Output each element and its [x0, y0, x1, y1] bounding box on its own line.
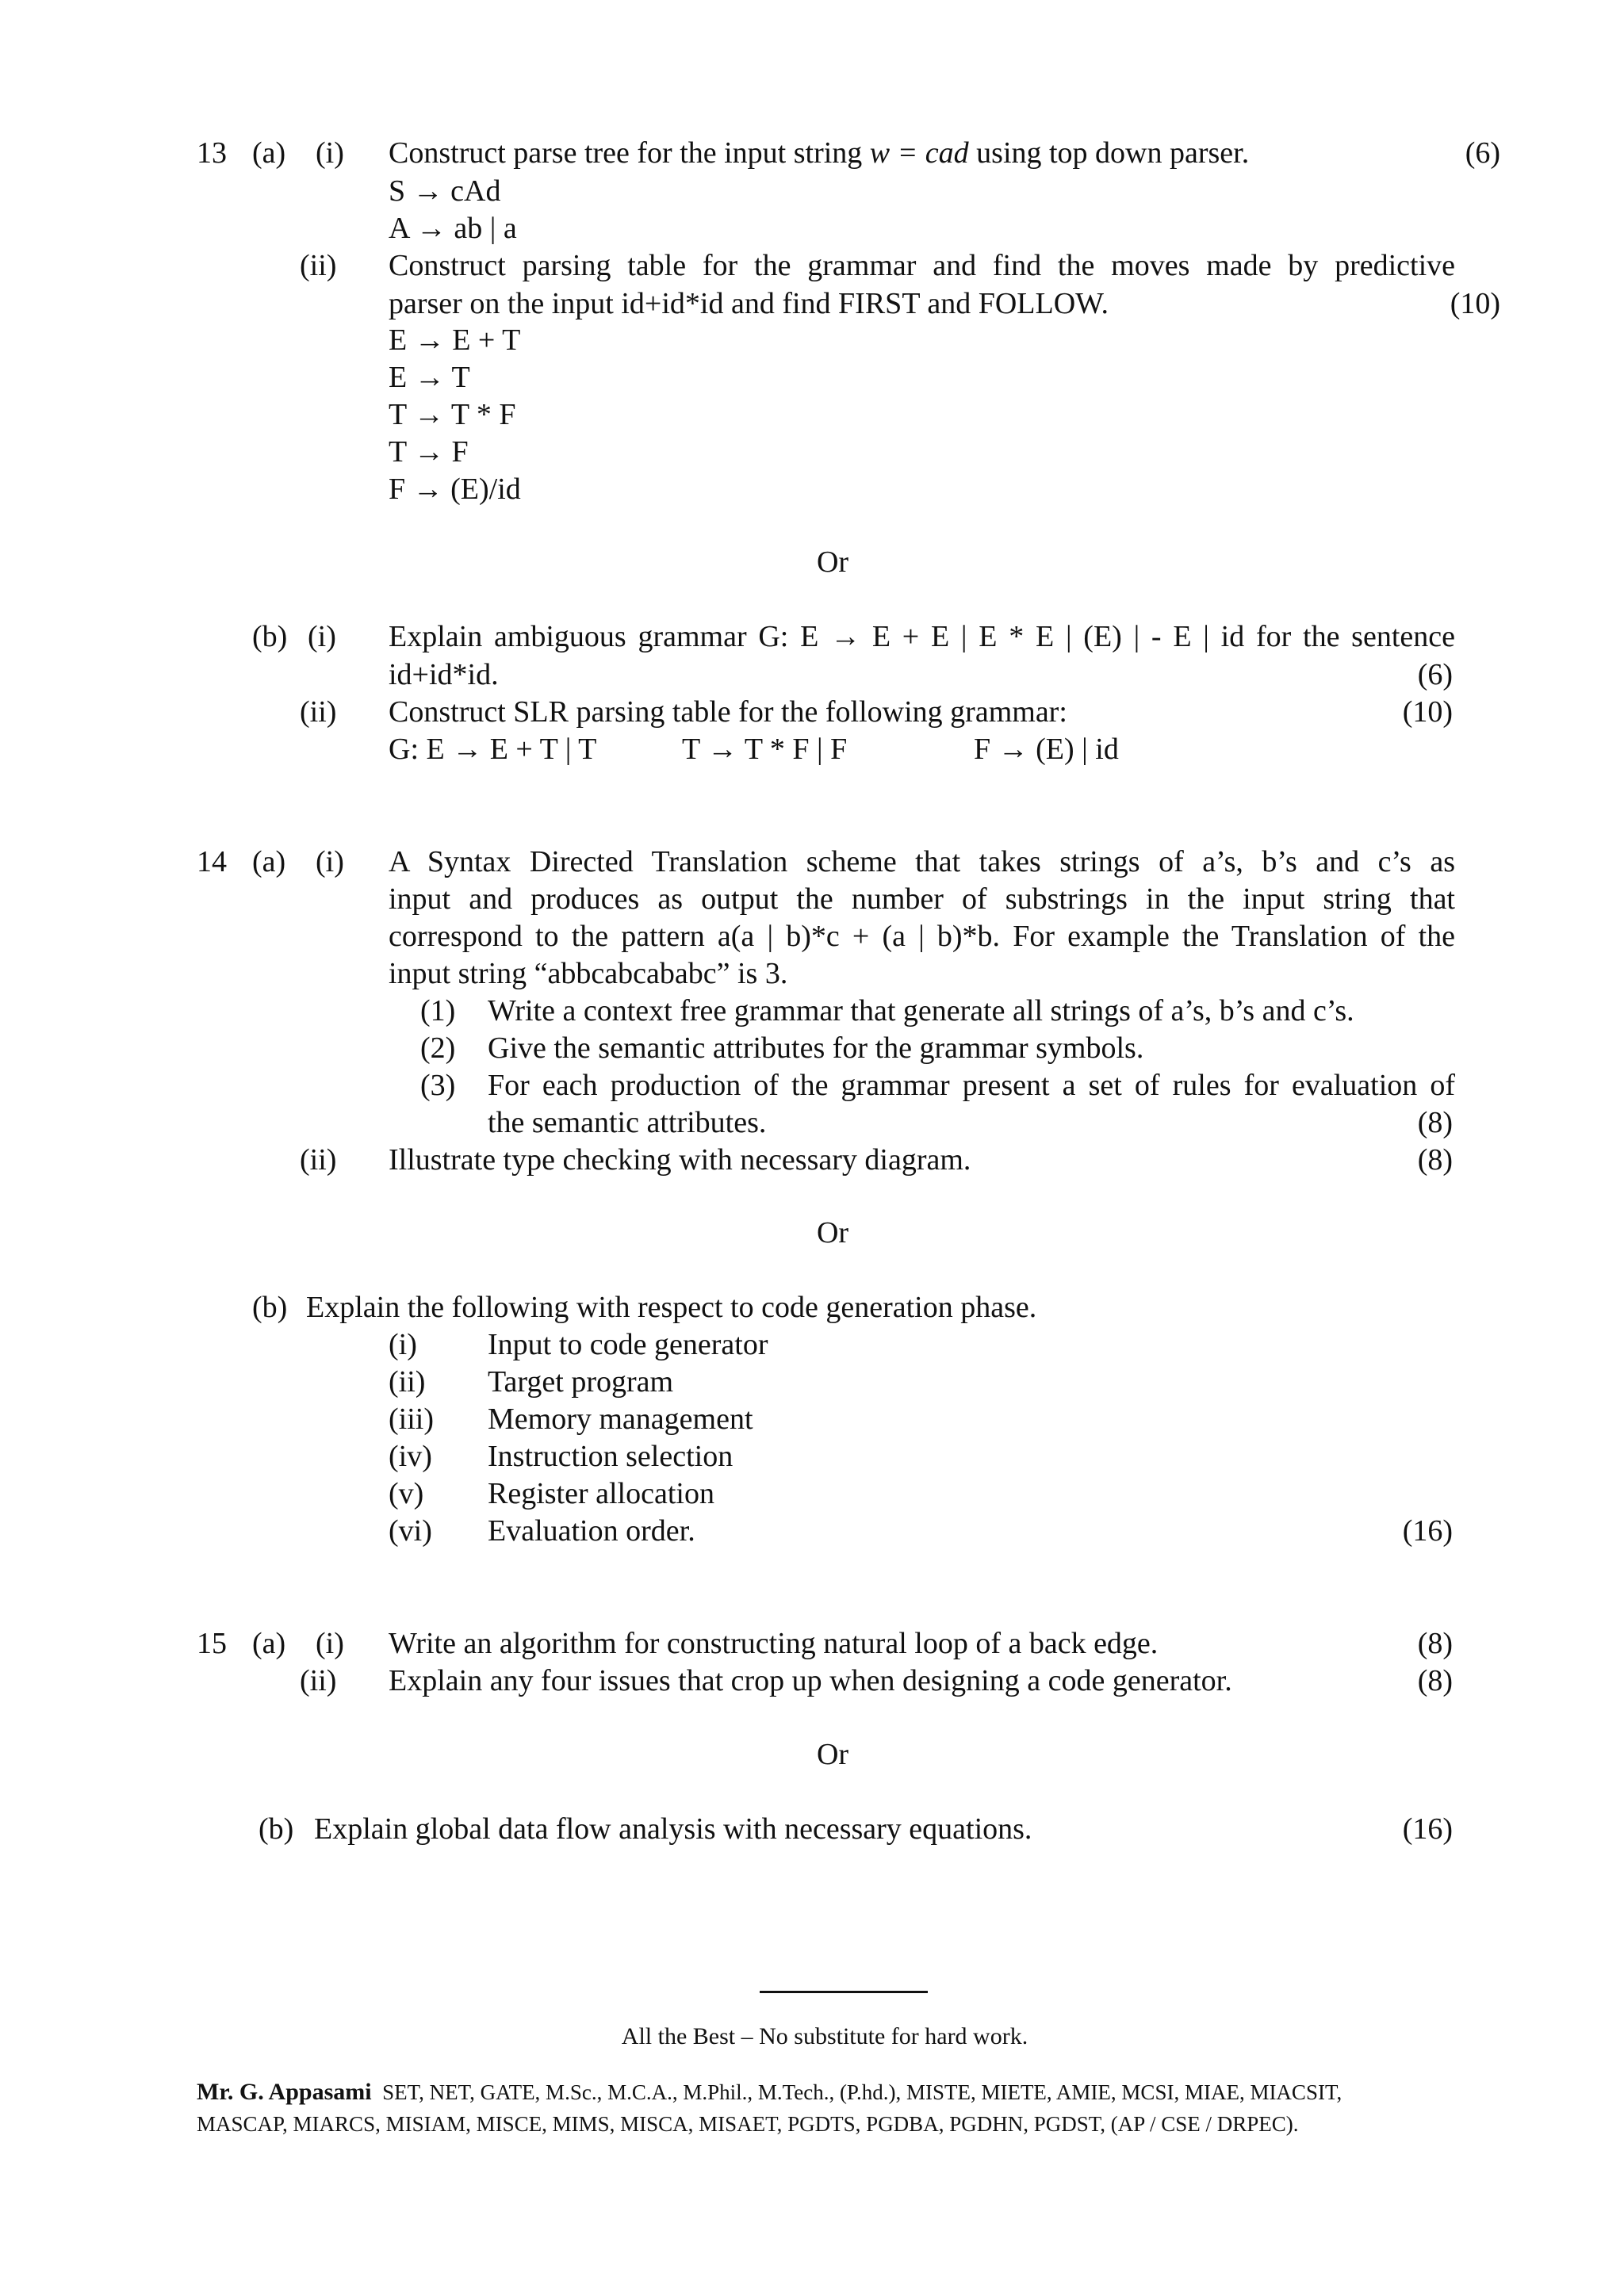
or-separator: Or — [816, 1738, 849, 1771]
part-label: (b) — [252, 620, 288, 653]
sub-item-number: (1) — [420, 994, 456, 1027]
marks: (8) — [1417, 1106, 1453, 1139]
marks: (6) — [1465, 136, 1500, 170]
marks: (16) — [1402, 1514, 1453, 1548]
sub-item-number: (2) — [420, 1031, 456, 1065]
author-credentials: MASCAP, MIARCS, MISIAM, MISCE, MIMS, MISCA, MISAET, PGDTS, PGDBA, PGDHN, PGDST, (AP / CSE / DRPEC). — [197, 2112, 1299, 2136]
question-text: Explain global data flow analysis with necessary equations. — [314, 1812, 1032, 1846]
subpart-label: (ii) — [300, 1664, 337, 1697]
subpart-label: (ii) — [300, 1143, 337, 1177]
question-text: A Syntax Directed Translation scheme that takes strings of a’s, b’s and c’s as — [389, 845, 1455, 878]
list-item: Memory management — [488, 1402, 753, 1436]
question-text: input string “abbcabcababc” is 3. — [389, 957, 788, 990]
list-item: Input to code generator — [488, 1328, 768, 1361]
question-text: Explain any four issues that crop up when designing a code generator. — [389, 1664, 1232, 1697]
question-text: Illustrate type checking with necessary diagram. — [389, 1143, 971, 1177]
marks: (6) — [1417, 658, 1453, 691]
grammar-rule: F → (E) | id — [974, 733, 1119, 766]
marks: (8) — [1417, 1627, 1453, 1660]
question-number: 14 — [197, 845, 227, 878]
question-number: 15 — [197, 1627, 227, 1660]
grammar-rule: E → E + T — [389, 323, 521, 357]
list-item: Instruction selection — [488, 1440, 733, 1473]
grammar-rule: E → T — [389, 361, 470, 394]
author-signature — [197, 2077, 1342, 2107]
or-separator: Or — [816, 545, 849, 579]
list-item: Evaluation order. — [488, 1514, 695, 1548]
marks: (16) — [1402, 1812, 1453, 1846]
question-number: 13 — [197, 136, 227, 170]
list-item-number: (v) — [389, 1477, 424, 1510]
question-text: Construct SLR parsing table for the following grammar: — [389, 695, 1067, 729]
subpart-label: (ii) — [300, 695, 337, 729]
part-label: (a) — [252, 845, 286, 878]
closing-wish: All the Best – No substitute for hard work. — [621, 2023, 1028, 2049]
subpart-label: (i) — [316, 136, 344, 170]
list-item: Target program — [488, 1365, 674, 1399]
question-text: correspond to the pattern a(a | b)*c + (a | b)*b. For example the Translation of the — [389, 920, 1455, 953]
list-item-number: (iv) — [389, 1440, 432, 1473]
list-item: Register allocation — [488, 1477, 714, 1510]
part-label: (a) — [252, 1627, 286, 1660]
question-text: input and produces as output the number of substrings in the input string that — [389, 882, 1455, 916]
marks: (10) — [1402, 695, 1453, 729]
grammar-rule: T → T * F — [389, 398, 516, 431]
question-text: Construct parse tree for the input string w = cad using top down parser. — [389, 136, 1250, 170]
grammar-rule: F → (E)/id — [389, 473, 521, 506]
list-item-number: (ii) — [389, 1365, 426, 1399]
grammar-rule: T → T * F | F — [682, 733, 848, 766]
marks: (8) — [1417, 1664, 1453, 1697]
or-separator: Or — [816, 1216, 849, 1249]
question-text: parser on the input id+id*id and find FIRST and FOLLOW. — [389, 287, 1109, 320]
subpart-label: (i) — [316, 845, 344, 878]
author-credentials: SET, NET, GATE, M.Sc., M.C.A., M.Phil., M.Tech., (P.hd.), MISTE, MIETE, AMIE, MCSI, MIAE, MIACSIT, — [382, 2080, 1342, 2104]
subpart-label: (i) — [308, 620, 336, 653]
list-item-number: (i) — [389, 1328, 417, 1361]
part-label: (b) — [259, 1812, 294, 1846]
question-text: id+id*id. — [389, 658, 499, 691]
grammar-rule: T → F — [389, 435, 469, 469]
marks: (10) — [1450, 287, 1500, 320]
sub-item-text: Write a context free grammar that generate all strings of a’s, b’s and c’s. — [488, 994, 1354, 1027]
sub-item-text: Give the semantic attributes for the grammar symbols. — [488, 1031, 1144, 1065]
list-item-number: (vi) — [389, 1514, 432, 1548]
part-label: (a) — [252, 136, 286, 170]
question-text: Construct parsing table for the grammar and find the moves made by predictive — [389, 249, 1455, 282]
list-item-number: (iii) — [389, 1402, 434, 1436]
subpart-label: (ii) — [300, 249, 337, 282]
sub-item-text: the semantic attributes. — [488, 1106, 767, 1139]
grammar-rule: G: E → E + T | T — [389, 733, 597, 766]
grammar-rule: A → ab | a — [389, 212, 517, 245]
part-label: (b) — [252, 1291, 288, 1324]
author-name: Mr. G. Appasami — [197, 2079, 372, 2105]
question-text: Explain ambiguous grammar G: E → E + E | E * E | (E) | - E | id for the sentence — [389, 620, 1455, 653]
sub-item-text: For each production of the grammar present a set of rules for evaluation of — [488, 1069, 1455, 1102]
sub-item-number: (3) — [420, 1069, 456, 1102]
end-rule — [760, 1991, 928, 1993]
math-expression: w = cad — [869, 136, 969, 170]
marks: (8) — [1417, 1143, 1453, 1177]
question-text: Explain the following with respect to code generation phase. — [306, 1291, 1037, 1324]
subpart-label: (i) — [316, 1627, 344, 1660]
question-text: Write an algorithm for constructing natural loop of a back edge. — [389, 1627, 1159, 1660]
grammar-rule: S → cAd — [389, 174, 501, 208]
